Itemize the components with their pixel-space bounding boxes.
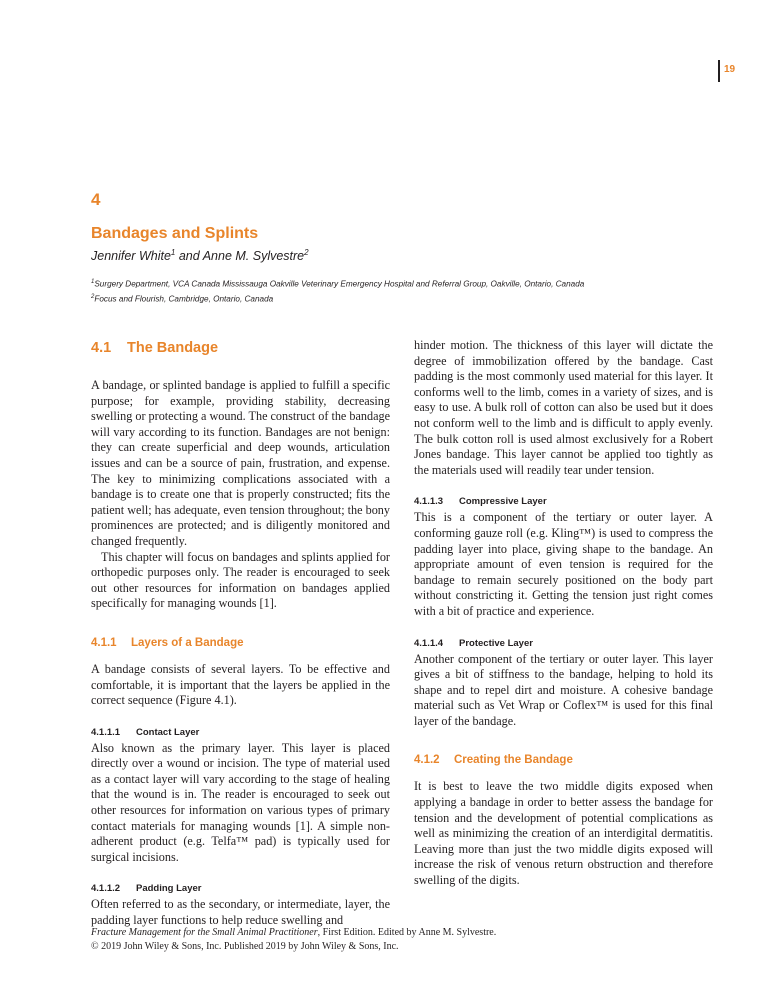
subsection-title: Creating the Bandage <box>454 754 573 767</box>
subsubsection-title: Compressive Layer <box>459 496 547 508</box>
page-number-rule <box>718 60 720 82</box>
subsubsection-title: Contact Layer <box>136 726 200 738</box>
body-paragraph: Often referred to as the secondary, or intermediate, layer, the padding layer functions to help reduce swelling and <box>91 897 390 928</box>
edition-note: , First Edition. Edited by Anne M. Sylvestre. <box>317 927 497 938</box>
affiliation-text: Focus and Flourish, Cambridge, Ontario, Canada <box>94 294 274 304</box>
affiliation-line <box>91 276 584 291</box>
author-affiliation-marker: 1 <box>170 248 176 257</box>
body-paragraph: A bandage consists of several layers. To be effective and comfortable, it is important that the layers be applied in the correct sequence (Figure 4.1). <box>91 661 390 708</box>
subsubsection-number: 4.1.1.3 <box>414 496 444 508</box>
book-title: Fracture Management for the Small Animal Practitioner <box>91 927 318 938</box>
affiliation-line <box>91 291 584 306</box>
body-paragraph: Also known as the primary layer. This layer is placed directly over a wound or incision. The type of material used as a contact layer will vary according to the stage of healing that the wound is in. The reader is encouraged to seek out other resources for information on various types of primary contact materials for managing wounds [1]. A simple non-adherent product (e.g. Telfa™ pad) is typically used for surgical incisions. <box>91 740 390 864</box>
subsubsection-heading-4-1-1-1 <box>91 726 390 739</box>
page-footer <box>91 926 496 954</box>
subsubsection-heading-4-1-1-2 <box>91 882 390 895</box>
author-name: Jennifer White <box>91 249 171 264</box>
section-title: The Bandage <box>127 340 219 356</box>
author-name: Anne M. Sylvestre <box>202 249 305 264</box>
subsubsection-heading-4-1-1-3 <box>414 495 713 508</box>
body-paragraph: It is best to leave the two middle digits exposed when applying a bandage in order to better assess the bandage for tension and the development of potential complications as well as minimizing the creation of an interdigital dermatitis. Leaving more than just the two middle digits exposed will increase the risk of venous return obstruction and therefore swelling of the digits. <box>414 779 713 888</box>
page-number: 19 <box>724 64 736 75</box>
affiliation-marker: 1 <box>91 279 95 285</box>
subsubsection-number: 4.1.1.4 <box>414 637 444 649</box>
author-conjunction: and <box>175 249 203 264</box>
body-paragraph: Another component of the tertiary or outer layer. This layer gives a bit of stiffness to the bandage, helping to hold its shape and to repel dirt and moisture. A cohesive bandage material such as Vet Wrap or Coflex™ is used for this final layer of the bandage. <box>414 651 713 728</box>
subsubsection-title: Padding Layer <box>136 883 202 895</box>
copyright-line: © 2019 John Wiley & Sons, Inc. Published 2019 by John Wiley & Sons, Inc. <box>91 941 399 952</box>
chapter-authors <box>91 248 309 263</box>
body-paragraph: hinder motion. The thickness of this layer will dictate the degree of immobilization offered by the bandage. Cast padding is the most commonly used material for this layer. It conforms well to the limb, comes in a variety of sizes, and is easy to use. A bulk roll of cotton can also be used but it does not conform well to the limb and is difficult to apply evenly. The bulk cotton roll is used almost exclusively for a Robert Jones bandage. This layer cannot be applied too tightly as the materials used will readily tear under tension. <box>414 338 713 477</box>
body-paragraph: This chapter will focus on bandages and splints applied for orthopedic purposes only. The reader is encouraged to seek out other resources for information on bandages applied specifically for managing wounds [1]. <box>91 549 390 611</box>
footer-citation-line <box>91 926 496 940</box>
subsubsection-title: Protective Layer <box>459 637 533 649</box>
affiliation-marker: 2 <box>91 293 95 300</box>
section-number: 4.1 <box>91 340 112 356</box>
chapter-number: 4 <box>91 190 101 209</box>
subsection-title: Layers of a Bandage <box>131 636 244 649</box>
chapter-title: Bandages and Splints <box>91 225 259 242</box>
subsection-number: 4.1.2 <box>414 754 440 767</box>
body-paragraph: This is a component of the tertiary or outer layer. A conforming gauze roll (e.g. Kling™) is used to compress the padding layer into place, giving shape to the bandage. An appropriate amount of even tension is required for the bandage to remain securely positioned on the body part without constricting it. Getting the tension just right comes with a bit of practice and experience. <box>414 510 713 618</box>
author-affiliations <box>91 276 584 305</box>
left-column <box>91 338 390 929</box>
affiliation-text: Surgery Department, VCA Canada Mississauga Oakville Veterinary Emergency Hospital and Referral Group, Oakville, Ontario, Canada <box>94 279 585 289</box>
subsection-number: 4.1.1 <box>91 636 117 649</box>
right-column <box>414 338 713 889</box>
subsubsection-number: 4.1.1.2 <box>91 883 121 895</box>
author-affiliation-marker: 2 <box>304 248 309 257</box>
section-heading-4-1 <box>91 338 390 358</box>
subsection-heading-4-1-1 <box>91 636 390 650</box>
subsection-heading-4-1-2 <box>414 753 713 767</box>
subsubsection-number: 4.1.1.1 <box>91 726 121 738</box>
subsubsection-heading-4-1-1-4 <box>414 637 713 650</box>
body-paragraph: A bandage, or splinted bandage is applied to fulfill a specific purpose; for example, providing stability, decreasing swelling or protecting a wound. The construct of the bandage will vary according to its function. Bandages are not benign: they can create superficial and deep wounds, articulation issues and can be a source of pain, frustration, and expense. The key to minimizing complications associated with a bandage is to create one that is properly constructed; fits the patient well; has adequate, even tension throughout; the bony prominences are protected; and is diligently monitored and changed frequently. <box>91 378 390 548</box>
